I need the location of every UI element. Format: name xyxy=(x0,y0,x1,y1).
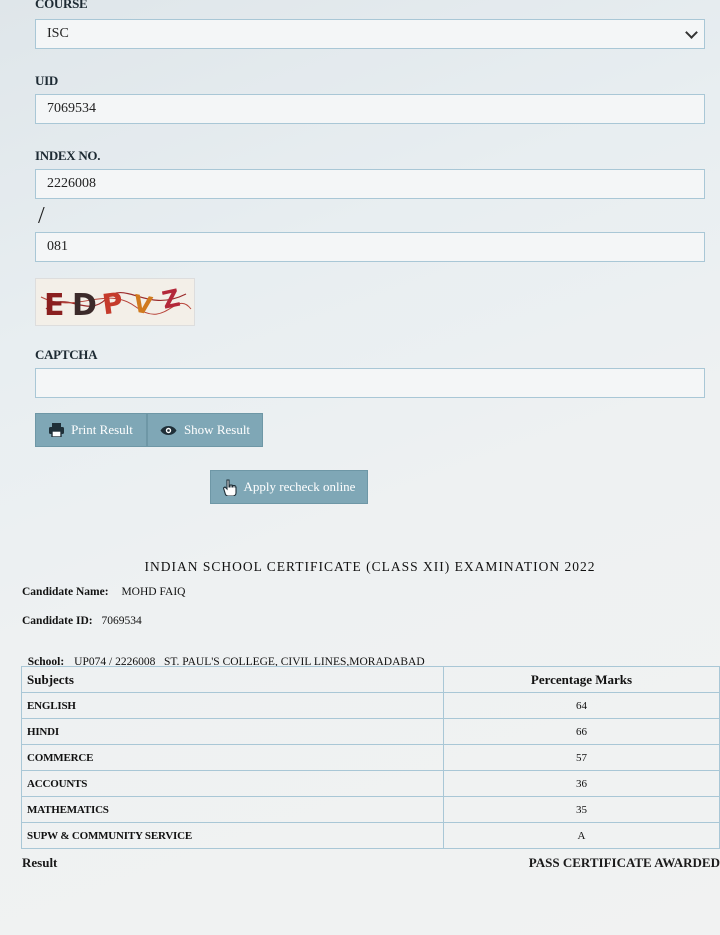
table-row xyxy=(22,719,720,745)
print-result-label: Print Result xyxy=(71,422,133,437)
subjects-header: Subjects xyxy=(22,667,444,693)
candidate-id: 7069534 xyxy=(101,615,142,627)
candidate-name: MOHD FAIQ xyxy=(121,586,186,598)
marks-cell: A xyxy=(444,823,720,849)
marks-cell: 57 xyxy=(444,745,720,771)
index-separator: / xyxy=(38,203,45,229)
marks-cell: 36 xyxy=(444,771,720,797)
show-result-button[interactable] xyxy=(147,413,263,447)
candidate-name-row xyxy=(22,586,185,598)
uid-value: 7069534 xyxy=(47,101,96,116)
uid-label: UID xyxy=(35,73,58,88)
course-value: ISC xyxy=(47,26,69,41)
course-label: COURSE xyxy=(35,0,88,11)
course-select[interactable] xyxy=(35,19,705,49)
svg-text:D: D xyxy=(72,288,97,323)
school-label: School: xyxy=(27,656,65,668)
captcha-input[interactable] xyxy=(35,368,705,398)
apply-recheck-label: Apply recheck online xyxy=(243,479,356,494)
percentage-header: Percentage Marks xyxy=(444,667,720,693)
candidate-id-label: Candidate ID: xyxy=(22,615,93,627)
svg-text:Z: Z xyxy=(159,283,183,315)
candidate-id-row xyxy=(22,615,142,627)
table-row xyxy=(22,771,720,797)
svg-text:V: V xyxy=(131,289,155,321)
marks-cell: 64 xyxy=(444,693,720,719)
table-row xyxy=(22,823,720,849)
captcha-image xyxy=(35,278,195,326)
show-result-label: Show Result xyxy=(183,422,251,437)
index-suffix-value: 081 xyxy=(47,239,68,254)
table-row xyxy=(22,797,720,823)
hand-pointer-icon xyxy=(223,479,237,496)
school-value: UP074 / 2226008 ST. PAUL'S COLLEGE, CIVIL LINES,MORADABAD xyxy=(74,656,425,668)
svg-text:E: E xyxy=(44,288,65,323)
svg-text:P: P xyxy=(100,285,126,322)
result-label: Result xyxy=(22,855,58,870)
print-result-button[interactable] xyxy=(35,413,147,447)
subject-cell: HINDI xyxy=(22,719,444,745)
eye-icon xyxy=(160,425,177,436)
index-value: 2226008 xyxy=(47,176,96,191)
marks-table xyxy=(21,666,720,849)
school-row xyxy=(22,644,425,668)
chevron-down-icon xyxy=(685,26,698,39)
candidate-name-label: Candidate Name: xyxy=(22,586,109,598)
subject-cell: ACCOUNTS xyxy=(22,771,444,797)
table-header-row xyxy=(22,667,720,693)
apply-recheck-button[interactable] xyxy=(210,470,368,504)
captcha-label: CAPTCHA xyxy=(35,347,98,362)
subject-cell: SUPW & COMMUNITY SERVICE xyxy=(22,823,444,849)
subject-cell: ENGLISH xyxy=(22,693,444,719)
marks-cell: 66 xyxy=(444,719,720,745)
marks-cell: 35 xyxy=(444,797,720,823)
table-row xyxy=(22,745,720,771)
index-input[interactable] xyxy=(35,169,705,199)
subject-cell: COMMERCE xyxy=(22,745,444,771)
result-row xyxy=(22,855,720,871)
table-row xyxy=(22,693,720,719)
index-label: INDEX NO. xyxy=(35,148,101,163)
result-title: INDIAN SCHOOL CERTIFICATE (CLASS XII) EXAMINATION 2022 xyxy=(144,559,596,574)
index-suffix-input[interactable] xyxy=(35,232,705,262)
result-value: PASS CERTIFICATE AWARDED xyxy=(528,855,720,870)
subject-cell: MATHEMATICS xyxy=(22,797,444,823)
printer-icon xyxy=(49,423,64,437)
uid-input[interactable] xyxy=(35,94,705,124)
